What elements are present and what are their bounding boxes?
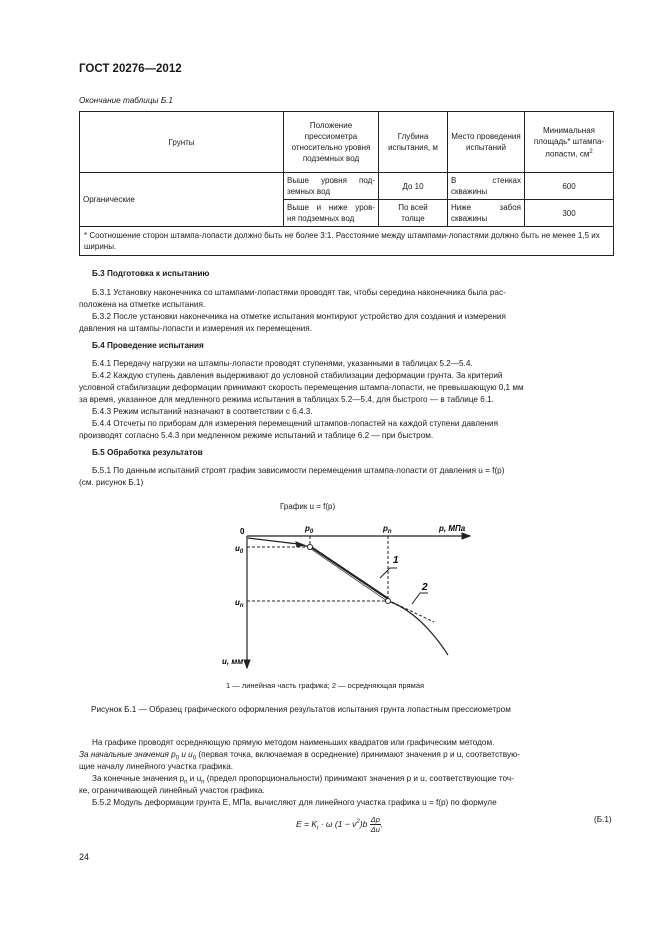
averaging-line [308, 547, 390, 603]
page-number: 24 [79, 852, 90, 862]
formula-fraction: $\frac{\Delta p}{\Delta u}$ [370, 815, 380, 834]
section-b5-title: Б.5 Обработка результатов [92, 448, 203, 457]
para-after-line2: За начальные значения $p_0$ и $u_0$ (первая точка, включаемая в осреднение) принимают значения p и u, соответствую- [79, 750, 520, 762]
para-b42-line2: условной стабилизации деформации принимают скорость перемещения штампа-лопасти, не превышающую 0,1 мм [79, 383, 524, 392]
graph-legend: 1 — линейная часть графика; 2 — осредняющая прямая [226, 681, 425, 690]
para-after-line1: На графике проводят осредняющую прямую методом наименьших квадратов или графическим методом. [92, 738, 495, 747]
linear-part-curve [308, 545, 390, 600]
header-soils: Грунты [80, 112, 284, 173]
pn-label: $p_n$ [383, 524, 392, 535]
para-after-line4: За конечные значения $p_n$ и $u_n$ (предел пропорциональности) принимают значения p и u, соответствующие точ- [92, 774, 514, 786]
table-caption: Окончание таблицы Б.1 [79, 96, 173, 105]
table-footnote: * Соотношение сторон штампа-лопасти должно быть не более 3:1. Расстояние между штампами-лопастями должно быть не менее 1,5 их ширины. [80, 227, 614, 256]
para-b31-line1: Б.3.1 Установку наконечника со штампами-лопастями проводят так, чтобы середина наконечника была рас- [92, 288, 506, 297]
p0-label: $p_0$ [305, 524, 314, 535]
formula: $E = K_i \cdot \omega$ $(1 - \nu^2)b$ $\frac{\Delta p}{\Delta u}$, [296, 815, 384, 834]
header-depth: Глубина испытания, м [379, 112, 448, 173]
place-cell: В стенках скважины [448, 173, 525, 200]
arrowhead [296, 542, 304, 547]
place-cell: Ниже забоя скважины [448, 200, 525, 227]
para-b43: Б.4.3 Режим испытаний назначают в соответствии с 6.4.3. [92, 407, 313, 416]
para-b42-line3: за время, указанное для медленного режима испытания в таблицах 5.2—5.4, для быстрого — в таблице 6.1. [79, 395, 494, 404]
header-area: Минимальная площадь* штампа-лопасти, $см^2$ [525, 112, 614, 173]
graph-title: График u = f(p) [280, 502, 336, 511]
position-cell: Выше уровня под- земных вод [284, 173, 379, 200]
equation-number: (Б.1) [594, 815, 612, 824]
position-cell: Выше и ниже уров- ня подземных вод [284, 200, 379, 227]
p-axis-label: p, МПа [439, 524, 466, 533]
para-after-line5: ке, ограничивающей линейный участок графика. [79, 786, 265, 795]
nonlinear-curve [388, 601, 448, 655]
para-b31-line2: положена на отметке испытания. [79, 300, 206, 309]
depth-cell: До 10 [379, 173, 448, 200]
section-b3-title: Б.3 Подготовка к испытанию [92, 269, 210, 278]
para-b52: Б.5.2 Модуль деформации грунта E, МПа, вычисляют для линейного участка графика u = f(p) по формуле [92, 798, 497, 807]
p-axis-arrow [462, 533, 470, 539]
extension-dash [392, 602, 434, 622]
mark-1: 1 [393, 555, 399, 566]
point-start [308, 545, 313, 550]
area-cell: 300 [525, 200, 614, 227]
para-b51-line1: Б.5.1 По данным испытаний строят график зависимости перемещения штампа-лопасти от давления u = f(p) [92, 466, 505, 475]
para-b32-line1: Б.3.2 После установки наконечника на отметке испытания монтируют устройство для создания и измерения [92, 312, 506, 321]
soil-cell: Органические [80, 173, 284, 227]
section-b4-title: Б.4 Проведение испытания [92, 341, 204, 350]
para-b41: Б.4.1 Передачу нагрузки на штампы-лопасти проводят ступенями, указанными в таблицах 5.2—5.4. [92, 359, 473, 368]
para-after-line3: щие началу линейного участка графика. [79, 762, 234, 771]
header-position: Положение прессиометра относительно уровня подземных вод [284, 112, 379, 173]
point-end [386, 599, 391, 604]
document-header: ГОСТ 20276—2012 [79, 63, 182, 75]
leader-2 [412, 593, 428, 604]
un-label: $u_n$ [235, 598, 244, 609]
para-b51-line2: (см. рисунок Б.1) [79, 478, 144, 487]
origin-label: 0 [240, 527, 245, 536]
para-b32-line2: давления на штампы-лопасти и измерения их перемещения. [79, 324, 313, 333]
u-axis-label: u, мм [222, 657, 244, 666]
area-cell: 600 [525, 173, 614, 200]
para-b44-line1: Б.4.4 Отсчеты по приборам для измерения перемещений штампов-лопастей на каждой ступени давления [92, 419, 499, 428]
u0-label: $u_0$ [235, 544, 244, 555]
header-place: Место проведения испытаний [448, 112, 525, 173]
depth-cell: По всей толще [379, 200, 448, 227]
para-b42-line1: Б.4.2 Каждую ступень давления выдерживают до условной стабилизации деформации грунта. За критерий [92, 371, 503, 380]
mark-2: 2 [422, 582, 428, 593]
para-b44-line2: производят согласно 5.4.3 при медленном режиме испытаний и таблице 6.2 — при быстром. [79, 431, 434, 440]
figure-caption: Рисунок Б.1 — Образец графического оформления результатов испытания грунта лопастным прессиометром [91, 705, 511, 714]
u-axis-arrow [244, 660, 250, 668]
